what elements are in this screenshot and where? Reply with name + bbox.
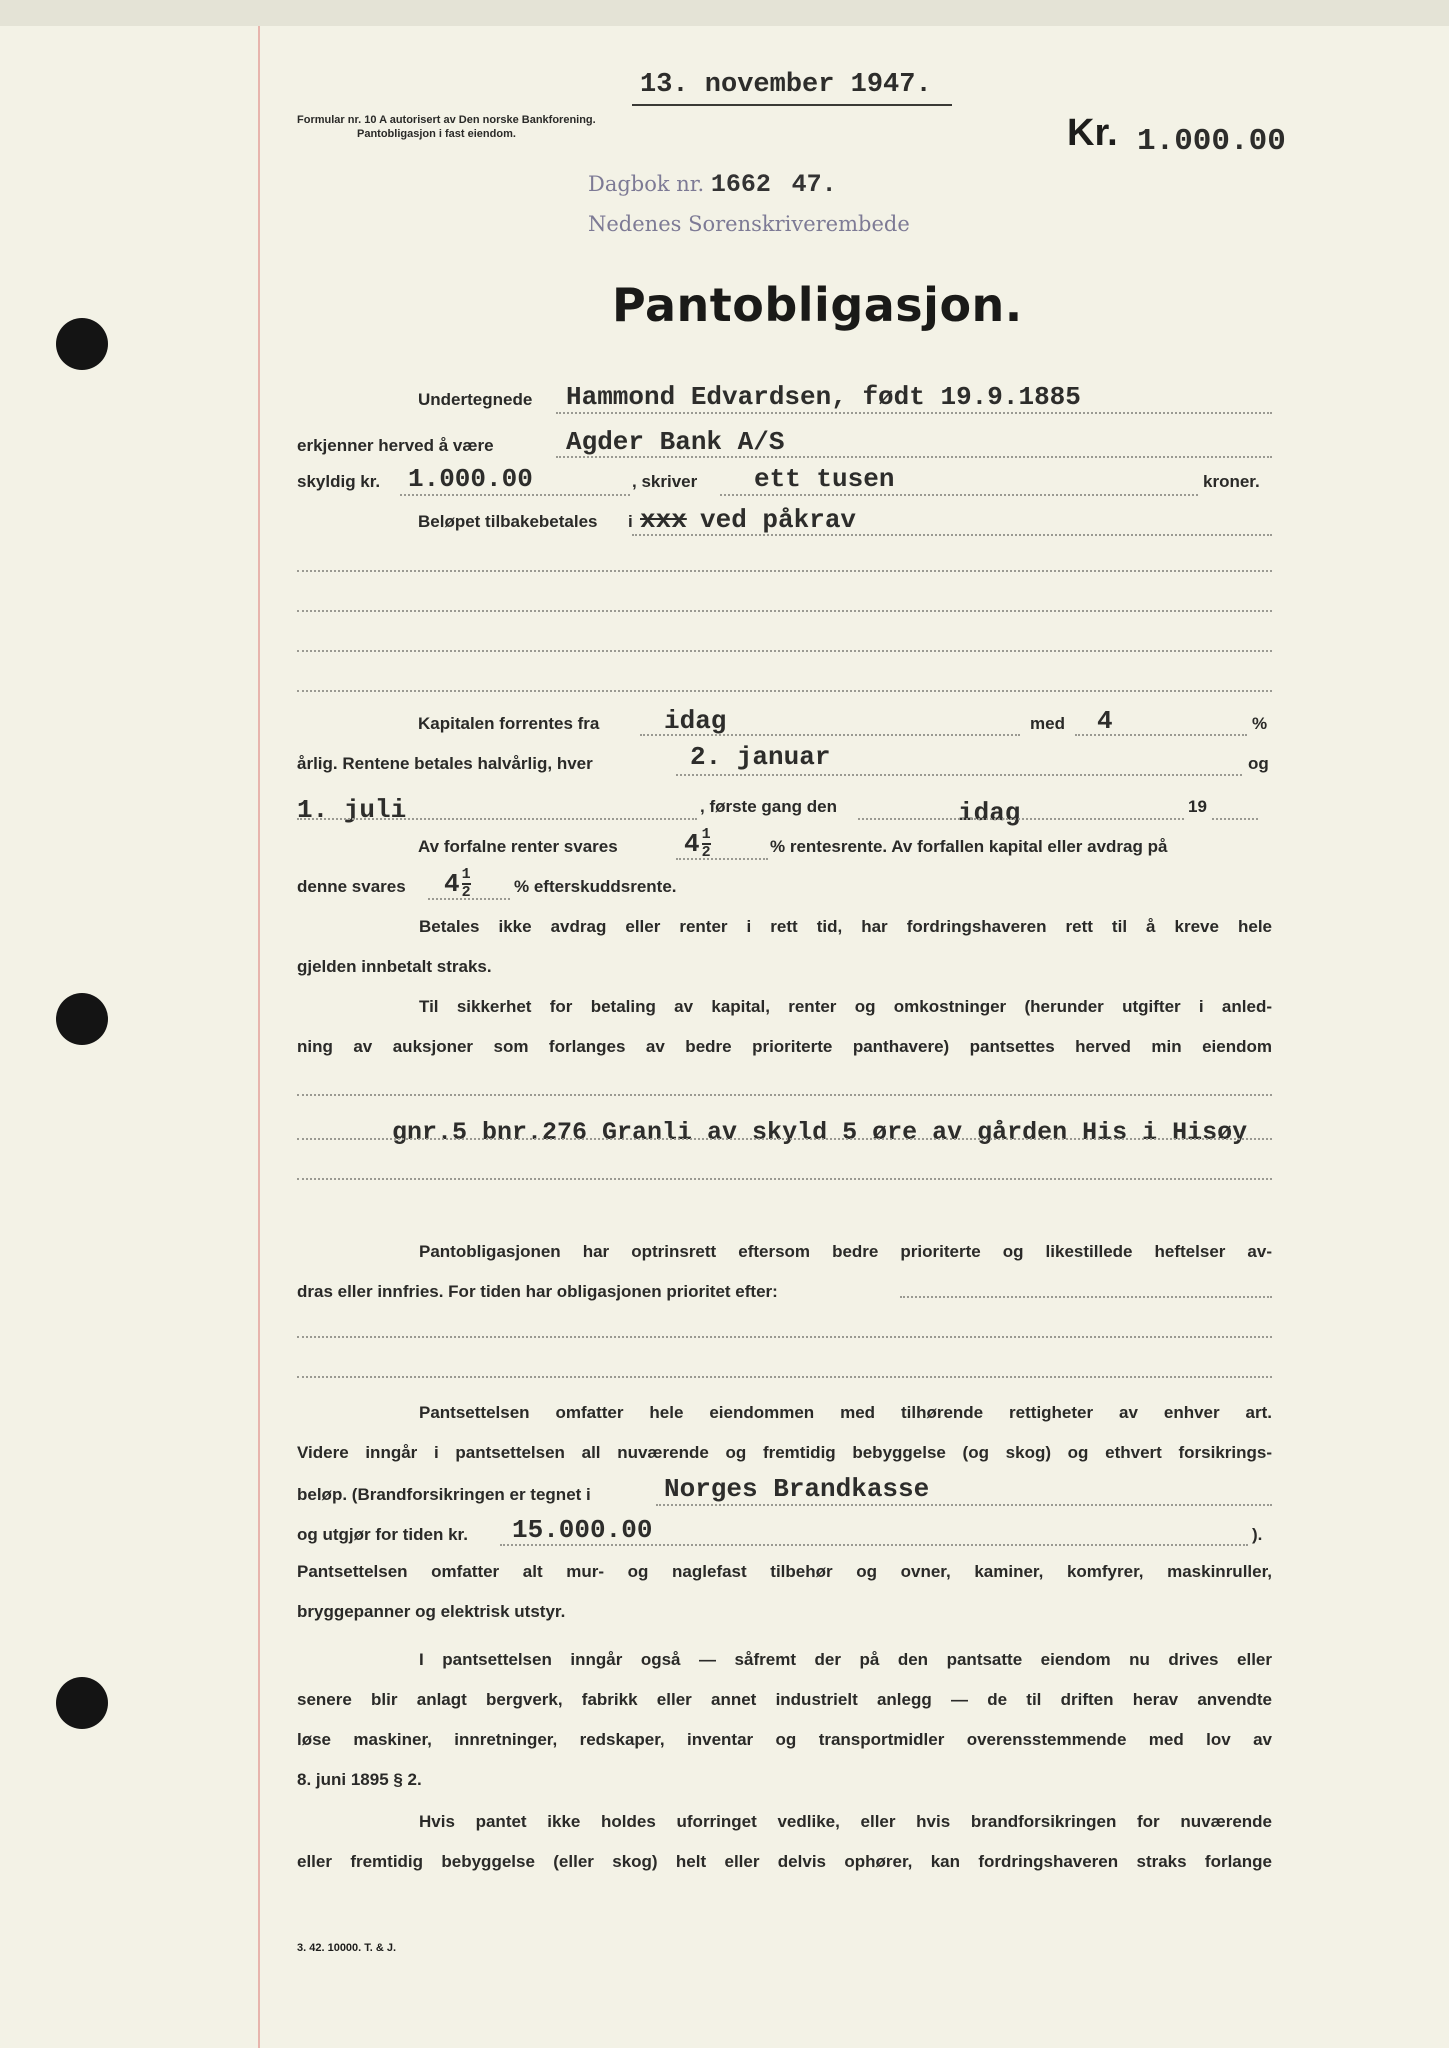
fill-line (656, 1504, 1272, 1506)
med-label: med (1030, 714, 1065, 733)
fill-line (297, 690, 1272, 692)
fill-line (428, 898, 510, 900)
print-code: 3. 42. 10000. T. & J. (297, 1942, 397, 1954)
year-prefix: 19 (1188, 797, 1207, 816)
kroner-label: kroner. (1203, 472, 1260, 491)
first-payment: idag (958, 798, 1021, 828)
fill-line (297, 650, 1272, 652)
payment-date-1: 2. januar (690, 742, 831, 772)
undertegnede-label: Undertegnede (418, 390, 533, 409)
og-label: og (1248, 754, 1269, 773)
fill-line (500, 1544, 1248, 1546)
fill-line (297, 570, 1272, 572)
fill-line (858, 818, 1184, 820)
overdue-interest (444, 868, 471, 900)
erkjenner-label: erkjenner herved å være (297, 436, 494, 455)
dagbok-label: Dagbok nr. (588, 172, 705, 196)
skriver-label: , skriver (632, 472, 698, 491)
fill-line (297, 1094, 1272, 1096)
fill-line (297, 1336, 1272, 1338)
dagbok-number: 1662 (710, 170, 771, 199)
page-top-edge (0, 0, 1449, 26)
creditor-name: Agder Bank A/S (566, 427, 785, 457)
property-description: gnr.5 bnr.276 Granli av skyld 5 øre av gården His i Hisøy (392, 1118, 1248, 1147)
fill-line (640, 734, 1020, 736)
belopet-printed-i: i (628, 512, 633, 531)
belopet-label: Beløpet tilbakebetales (418, 512, 598, 531)
insured-amount: 15.000.00 (512, 1515, 653, 1545)
fill-line (556, 456, 1272, 458)
insurer-name: Norges Brandkasse (664, 1474, 930, 1504)
dagbok-year: 47. (791, 170, 837, 199)
interest-rate: 4 (1097, 706, 1113, 736)
omfatter-line-4: og utgjør for tiden kr. (297, 1525, 468, 1544)
debt-amount: 1.000.00 (408, 464, 533, 494)
fill-line (676, 858, 768, 860)
interest-start: idag (664, 706, 727, 736)
half-fraction: $\frac{1}{2}$ (701, 826, 711, 861)
amount-value: 1.000.00 (1137, 124, 1286, 159)
overdue-interest-whole: 4 (444, 868, 460, 899)
punch-hole (56, 318, 108, 370)
renter-label: Av forfalne renter svares (418, 837, 618, 856)
struck-text: xxx (640, 505, 687, 535)
forste-gang-label: , første gang den (700, 797, 837, 816)
paragraph-tilbehor: Pantsettelsen omfatter alt mur- og naglefast tilbehør og ovner, kaminer, komfyrer, maskinruller, bryggepanner og elektrisk utstyr. (297, 1562, 1272, 1621)
punch-hole (56, 993, 108, 1045)
punch-hole (56, 1677, 108, 1729)
paragraph-sikkerhet: Til sikkerhet for betaling av kapital, renter og omkostninger (herunder utgifter i anled- ning av auksjoner som forlanges av bedre prioriterte panthavere) pantsettes herved min eiendom (297, 997, 1272, 1056)
skyldig-label: skyldig kr. (297, 472, 381, 491)
closing-paren: ). (1252, 1525, 1263, 1544)
fill-line (1212, 818, 1258, 820)
forrentes-label: Kapitalen forrentes fra (418, 714, 600, 733)
debtor-name: Hammond Edvardsen, født 19.9.1885 (566, 382, 1081, 412)
date-underline (632, 104, 952, 106)
fill-line (900, 1296, 1272, 1298)
denne-label: denne svares (297, 877, 406, 896)
fill-line (297, 818, 697, 820)
amount-in-words: ett tusen (754, 464, 895, 494)
repayment-terms: ved påkrav (700, 505, 857, 535)
fill-line (1075, 734, 1247, 736)
fill-line (632, 534, 1272, 536)
page-title: Pantobligasjon. (612, 278, 1023, 332)
paragraph-omfatter: Pantsettelsen omfatter hele eiendommen med tilhørende rettigheter av enhver art. Videre inngår i pantsettelsen all nuværende og fremtidig bebyggelse (og skog) og ethvert forsikrings- (297, 1403, 1272, 1462)
fill-line (297, 610, 1272, 612)
fill-line (297, 1138, 1272, 1140)
document-date: 13. november 1947. (640, 70, 932, 100)
margin-rule (258, 26, 260, 2048)
fill-line (676, 774, 1242, 776)
penalty-interest-whole: 4 (684, 828, 700, 859)
fill-line (297, 1178, 1272, 1180)
penalty-interest (684, 828, 711, 860)
dagbok-stamp (588, 170, 837, 199)
fill-line (400, 494, 630, 496)
paragraph-optrinsrett: Pantobligasjonen har optrinsrett eftersom bedre prioriterte og likestillede heftelser av- dras eller innfries. For tiden har obligasjonen prioritet efter: (297, 1242, 1272, 1301)
fill-line (720, 494, 1198, 496)
fill-line (297, 1376, 1272, 1378)
paragraph-industri: I pantsettelsen inngår også — såfremt der på den pantsatte eiendom nu drives eller senere blir anlagt bergverk, fabrikk eller annet industrielt anlegg — de til driften herav anvendte løse maskiner, innretninger, redskaper, inventar og transportmidler overensstemmende med lov av 8. juni 1895 § 2. (297, 1650, 1272, 1789)
percent-sign: % (1252, 714, 1268, 733)
fill-line (556, 412, 1272, 414)
half-fraction: $\frac{1}{2}$ (461, 866, 471, 901)
omfatter-line-3: beløp. (Brandforsikringen er tegnet i (297, 1485, 591, 1504)
office-stamp: Nedenes Sorenskriverembede (588, 212, 910, 236)
paragraph-betales: Betales ikke avdrag eller renter i rett tid, har fordringshaveren rett til å kreve hele gjelden innbetalt straks. (297, 917, 1272, 976)
paragraph-vedlike: Hvis pantet ikke holdes uforringet vedlike, eller hvis brandforsikringen for nuværende eller fremtidig bebyggelse (eller skog) helt eller delvis ophører, kan fordringshaveren straks forlange (297, 1812, 1272, 1871)
efterskudd-label: % efterskuddsrente. (514, 877, 677, 896)
arlig-label: årlig. Rentene betales halvårlig, hver (297, 754, 593, 773)
amount-label: Kr. (1067, 112, 1118, 154)
rentesrente-label: % rentesrente. Av forfallen kapital eller avdrag på (770, 837, 1168, 856)
form-identifier: Formular nr. 10 A autorisert av Den norske Bankforening. Pantobligasjon i fast eiendom. (297, 114, 596, 140)
payment-date-2: 1. juli (297, 795, 407, 825)
